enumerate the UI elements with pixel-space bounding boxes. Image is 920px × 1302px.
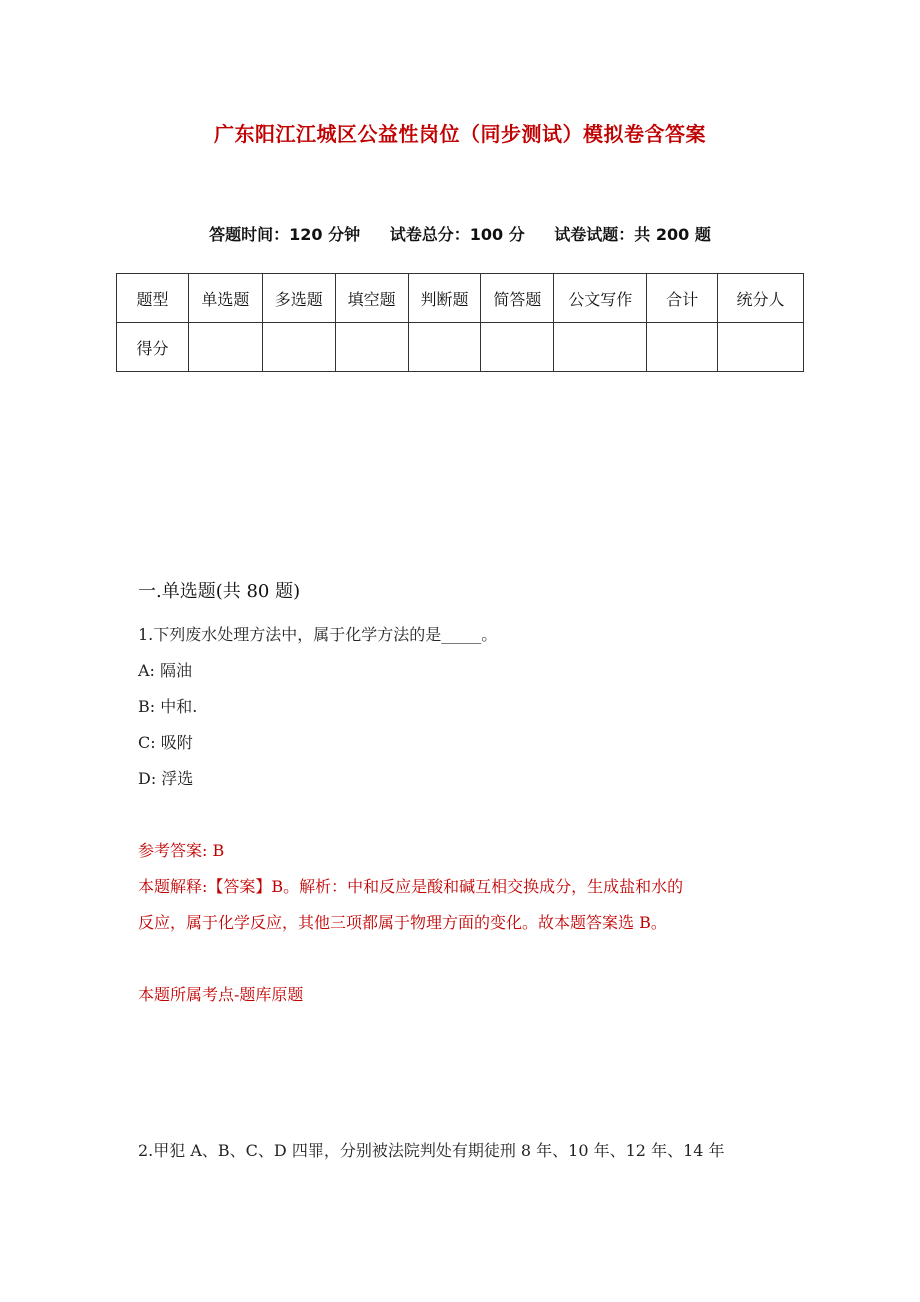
header-cell-true-false: 判断题 [408,274,481,323]
exam-time: 答题时间：120 分钟 [209,225,361,244]
exam-total-score: 试卷总分：100 分 [389,225,525,244]
question-1-option-c: C: 吸附 [138,733,193,752]
header-cell-type: 题型 [117,274,189,323]
score-table [116,273,804,372]
score-cell [408,323,481,372]
question-1-explanation-line-1: 本题解释:【答案】B。解析：中和反应是酸和碱互相交换成分，生成盐和水的 [138,877,684,896]
score-table-header-row [117,274,804,323]
score-cell [335,323,408,372]
header-cell-short-answer: 简答题 [481,274,554,323]
header-cell-single-choice: 单选题 [188,274,262,323]
question-1-answer: 参考答案: B [138,841,225,860]
score-cell [554,323,647,372]
question-1-option-d: D: 浮选 [138,769,194,788]
question-1-option-a: A: 隔油 [138,661,193,680]
score-cell [718,323,804,372]
score-cell [647,323,718,372]
page-title: 广东阳江江城区公益性岗位（同步测试）模拟卷含答案 [214,122,706,146]
header-cell-scorer: 统分人 [718,274,804,323]
row-label-score: 得分 [117,323,189,372]
question-1-stem: 1.下列废水处理方法中，属于化学方法的是_____。 [138,625,498,644]
exam-info [0,222,920,245]
header-cell-multiple-choice: 多选题 [262,274,335,323]
question-1-explanation-line-2: 反应，属于化学反应，其他三项都属于物理方面的变化。故本题答案选 B。 [138,913,667,932]
score-cell [481,323,554,372]
header-cell-document-writing: 公文写作 [554,274,647,323]
score-cell [262,323,335,372]
question-2-stem: 2.甲犯 A、B、C、D 四罪，分别被法院判处有期徒刑 8 年、10 年、12 年、14 年 [138,1141,725,1160]
score-cell [188,323,262,372]
question-1-source: 本题所属考点-题库原题 [138,985,304,1004]
exam-question-count: 试卷试题：共 200 题 [554,225,711,244]
section-heading: 一.单选题(共 80 题) [138,581,301,602]
score-table-score-row [117,323,804,372]
question-1-option-b: B: 中和. [138,697,198,716]
header-cell-fill-blank: 填空题 [335,274,408,323]
header-cell-total: 合计 [647,274,718,323]
